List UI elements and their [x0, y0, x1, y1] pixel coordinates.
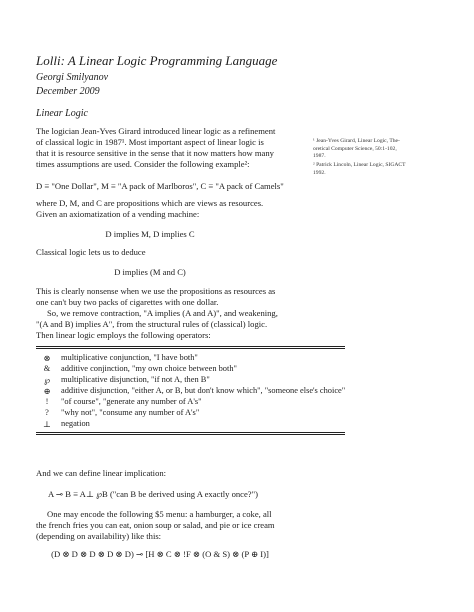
- operator-symbol: !: [45, 397, 49, 406]
- table-bottom-rule: [36, 434, 345, 435]
- footnote-line: ² Patrick Lincoln, Linear Logic, SIGACT: [313, 162, 406, 168]
- operator-symbol: ?: [45, 408, 49, 417]
- author: Georgi Smilyanov: [36, 72, 109, 83]
- body-line: Classical logic lets us to deduce: [36, 247, 146, 257]
- operator-symbol: ⊥: [43, 420, 51, 429]
- operator-description: additive conjinction, "my own choice between both": [61, 364, 237, 373]
- body-line: The logician Jean-Yves Girard introduced linear logic as a refinement: [36, 126, 276, 136]
- document-title: Lolli: A Linear Logic Programming Language: [36, 53, 278, 68]
- date: December 2009: [36, 86, 100, 97]
- body-line: times assumptions are used. Consider the following example²:: [36, 159, 250, 169]
- operator-description: multiplicative disjunction, "if not A, then B": [61, 375, 210, 384]
- body-line: And we can define linear implication:: [36, 468, 167, 478]
- section-heading: Linear Logic: [36, 108, 88, 119]
- footnote-line: 1987.: [313, 153, 326, 160]
- body-line: This is clearly nonsense when we use the propositions as resources as: [36, 286, 276, 296]
- body-line: (depending on availability) like this:: [36, 531, 162, 541]
- operator-description: "of course", "generate any number of A's": [61, 397, 202, 406]
- body-line: Given an axiomatization of a vending machine:: [36, 209, 200, 219]
- operator-symbol: ℘: [44, 376, 50, 385]
- equation-axioms: D implies M, D implies C: [105, 229, 195, 239]
- equation-resources: D ≡ "One Dollar", M ≡ "A pack of Marlboros", C ≡ "A pack of Camels": [36, 181, 284, 191]
- operator-symbol: ⊕: [43, 387, 51, 396]
- body-line: of classical logic in 1987¹. Most important aspect of linear logic is: [36, 137, 264, 147]
- body-line: one can't buy two packs of cigarettes with one dollar.: [36, 297, 219, 307]
- equation-linear-implication: A ⊸ B ≡ A⊥ ℘B ("can B be derived using A exactly once?"): [48, 489, 258, 499]
- footnote-line: 1992.: [313, 169, 326, 176]
- equation-deduction: D implies (M and C): [114, 267, 186, 277]
- body-line: "(A and B) implies A", from the structural rules of (classical) logic.: [36, 319, 268, 329]
- table-bottom-rule: [36, 432, 345, 433]
- body-line: the french fries you can eat, onion soup or salad, and pie or ice cream: [36, 520, 275, 530]
- body-line: Then linear logic employs the following operators:: [36, 330, 211, 340]
- body-line: that it is resource sensitive in the sense that it now matters how many: [36, 148, 274, 158]
- operator-description: multiplicative conjunction, "I have both": [61, 353, 198, 362]
- footnote-line: oretical Computer Science, 50:1-102,: [313, 145, 397, 152]
- operator-description: "why not", "consume any number of A's": [61, 408, 200, 417]
- operator-symbol: &: [43, 364, 51, 373]
- body-line: where D, M, and C are propositions which are views as resources.: [36, 198, 264, 208]
- operator-symbol: ⊗: [43, 354, 51, 363]
- equation-menu: (D ⊗ D ⊗ D ⊗ D ⊗ D) ⊸ [H ⊗ C ⊗ !F ⊗ (O & S) ⊗ (P ⊕ I)]: [51, 549, 269, 559]
- body-line: So, we remove contraction, "A implies (A and A)", and weakening,: [47, 308, 278, 318]
- operator-description: additive disjunction, "either A, or B, but don't know which", "someone else's choice": [61, 386, 346, 395]
- table-top-rule: [36, 348, 345, 349]
- footnote-line: ¹ Jean-Yves Girard, Linear Logic, The-: [313, 138, 400, 144]
- body-line: One may encode the following $5 menu: a hamburger, a coke, all: [47, 509, 272, 519]
- operator-description: negation: [61, 419, 90, 428]
- table-top-rule: [36, 346, 345, 347]
